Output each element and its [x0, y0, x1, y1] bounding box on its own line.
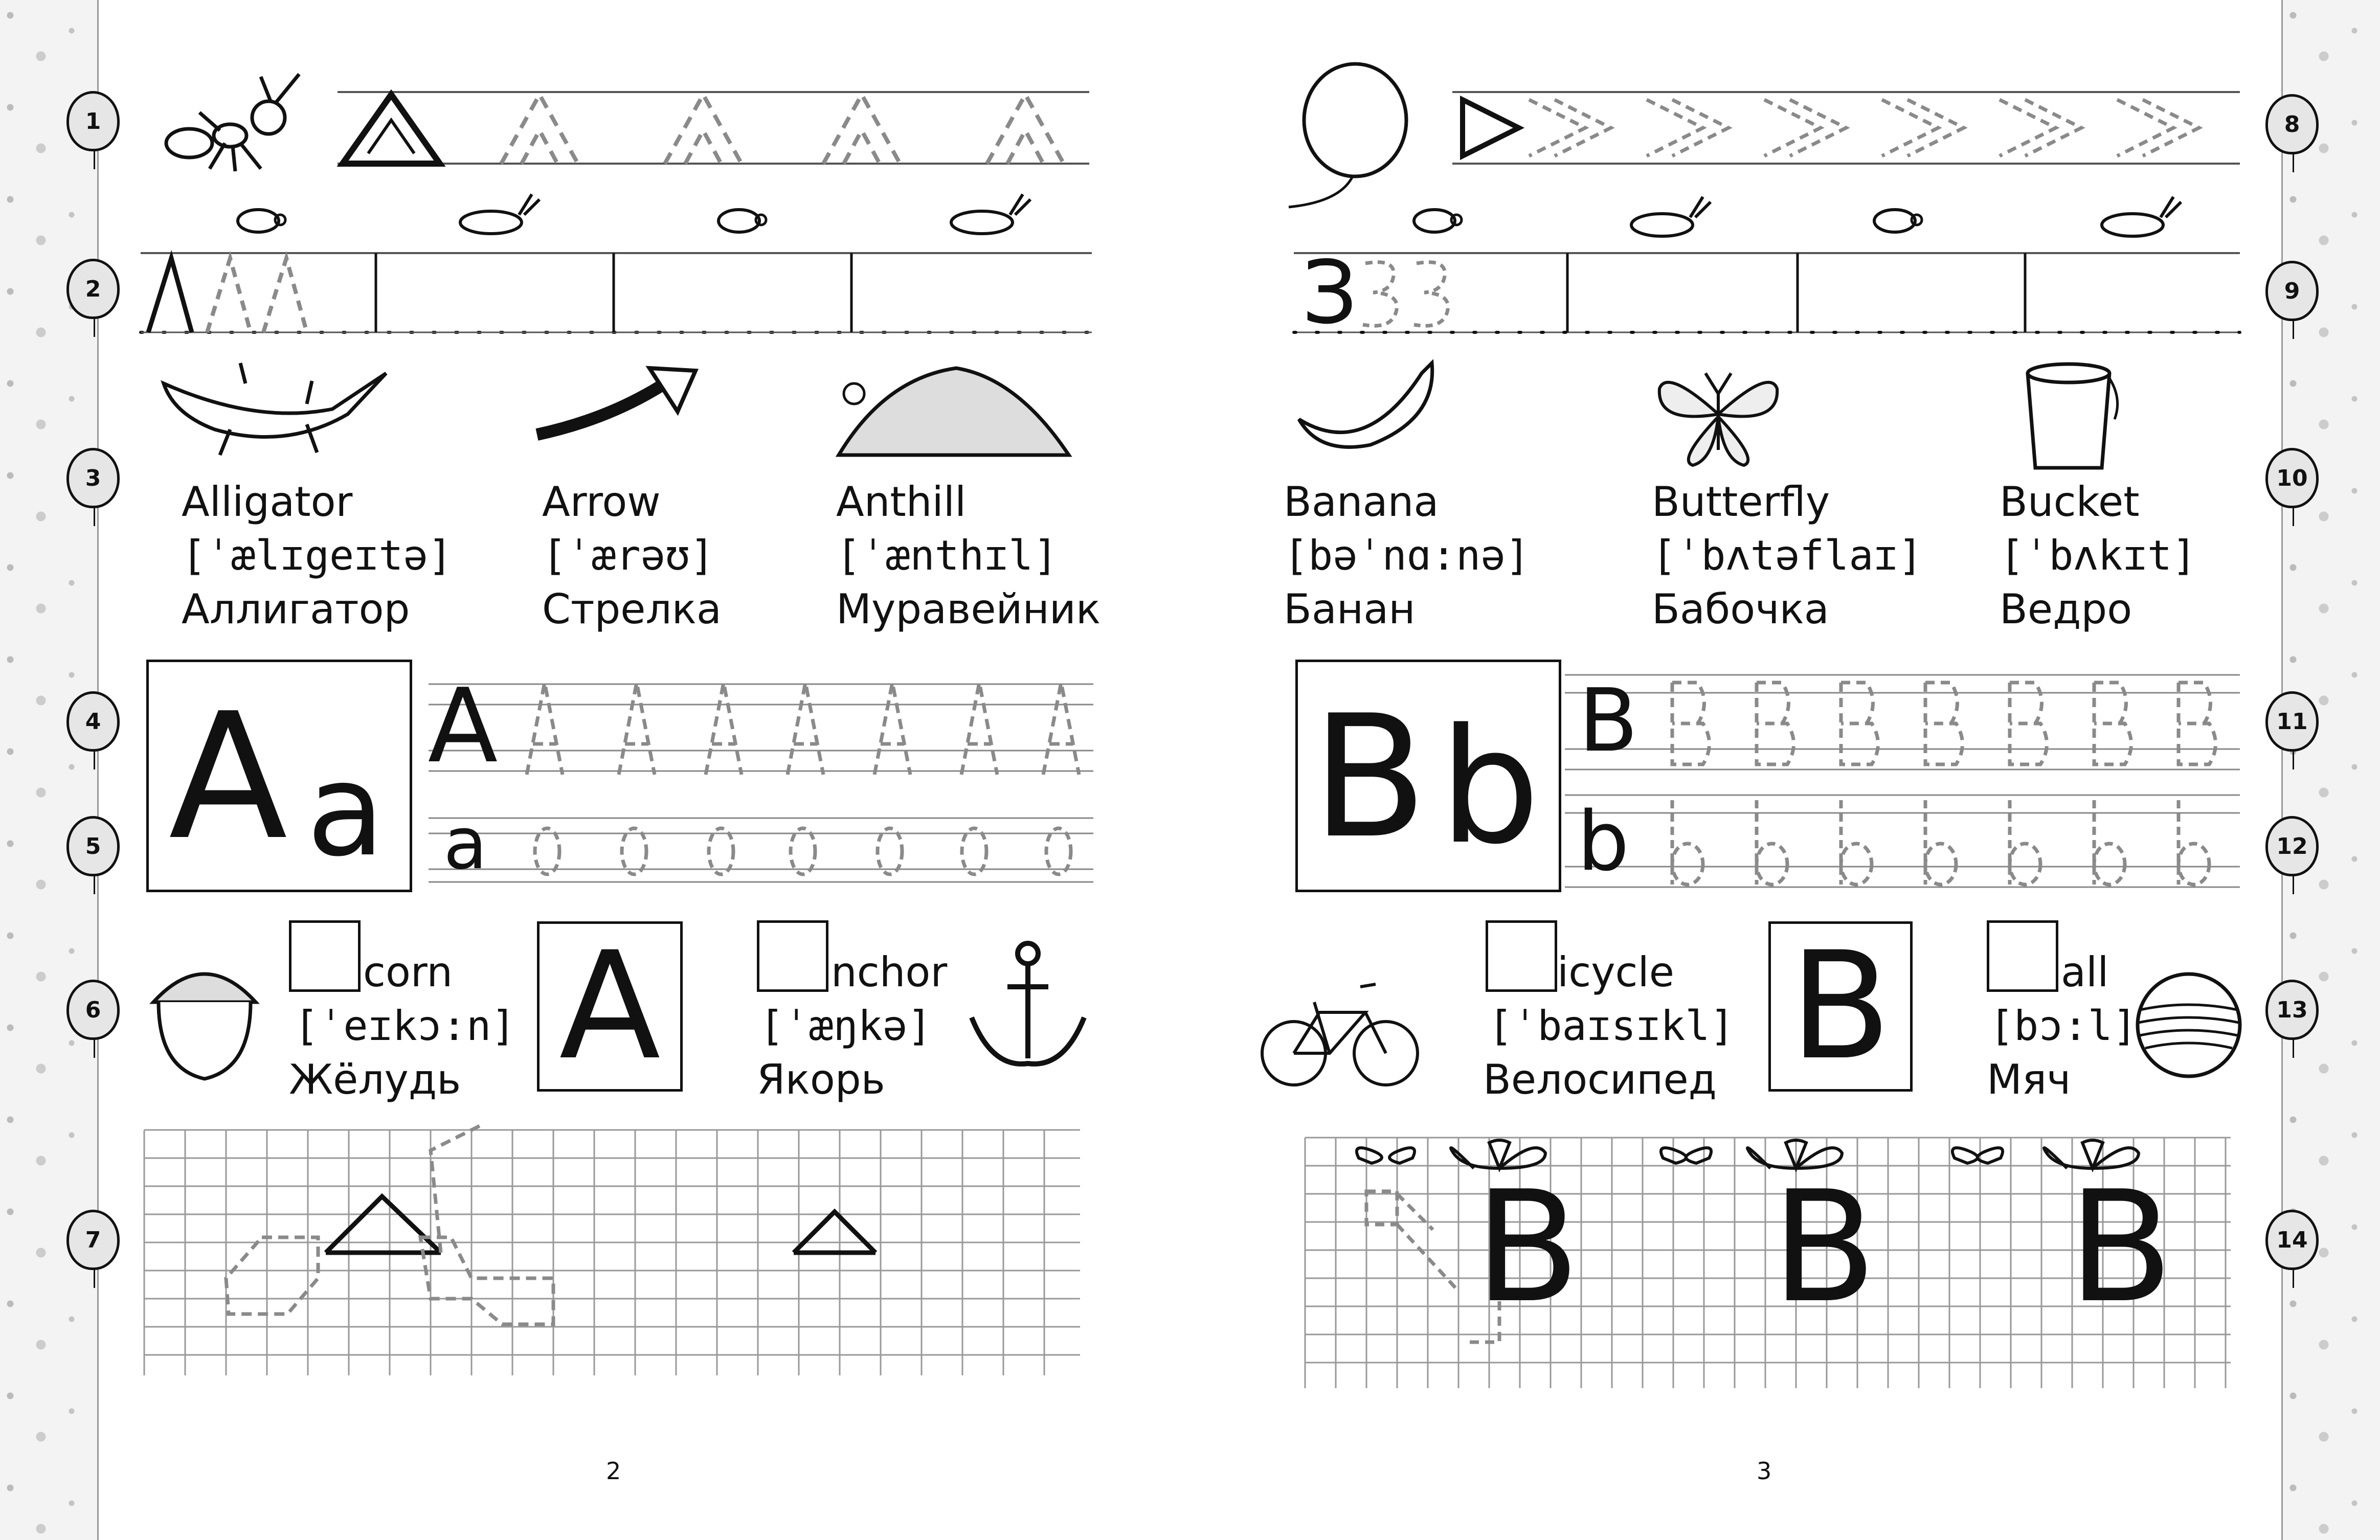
fill-letter-box[interactable] [757, 920, 828, 992]
vocab-word-en: Butterfly [1652, 478, 1830, 526]
fill-word-rest: icycle [1557, 948, 1674, 996]
row-number-balloon: 12 [2265, 816, 2319, 876]
practice-letter-lower: a [443, 802, 487, 886]
bicycle-icon [1258, 956, 1422, 1089]
butterfly-icon [1652, 358, 1785, 470]
ant-icon [159, 66, 322, 174]
row-number-balloon: 8 [2265, 94, 2319, 154]
fill-word-ipa: [ˈæŋkə] [759, 1002, 932, 1050]
center-letter: B [1789, 920, 1892, 1093]
letter-upper: A [168, 676, 288, 878]
ball-icon [2132, 969, 2245, 1081]
turtle-icon [230, 205, 286, 235]
arrow-icon [532, 363, 701, 455]
banana-icon [1289, 358, 1442, 455]
alligator-icon [153, 353, 394, 460]
turtle-icon [711, 205, 767, 235]
fill-letter-box[interactable] [289, 920, 361, 992]
vocab-word-en: Alligator [182, 478, 353, 526]
vocab-word-ru: Муравейник [836, 585, 1101, 633]
row-number-balloon: 4 [66, 691, 120, 752]
center-letter-box [1768, 921, 1913, 1092]
rabbit-icon [946, 192, 1033, 238]
row-number-balloon: 7 [66, 1210, 120, 1270]
triangle-trace-row [1452, 89, 2240, 166]
vocab-word-ipa: [ˈælɪgeɪtə] [182, 532, 453, 579]
fill-letter-box[interactable] [1987, 920, 2058, 992]
dashed-letters-lower [532, 823, 1094, 879]
vocab-word-ipa: [ˈænthɪl] [836, 532, 1058, 579]
row-number-balloon: 6 [66, 980, 120, 1040]
fill-word-ipa: [bɔ:l] [1989, 1002, 2137, 1050]
practice-letter-upper: B [1578, 670, 1638, 772]
row-number-balloon: 3 [66, 448, 120, 508]
letter-demo-box [146, 660, 412, 892]
rabbit-icon [455, 192, 542, 238]
row-number-balloon: 9 [2265, 261, 2319, 321]
vocab-word-ru: Ведро [2000, 585, 2132, 633]
vocab-word-ipa: [ˈærəʊ] [542, 532, 715, 579]
row-number-balloon: 13 [2265, 980, 2319, 1040]
vocab-word-en: Bucket [2000, 478, 2140, 526]
rabbit-icon [1626, 194, 1713, 240]
anthill-icon [823, 358, 1079, 465]
row-number-balloon: 10 [2265, 448, 2319, 508]
row-number-balloon: 2 [66, 259, 120, 319]
row-number-balloon: 1 [66, 91, 120, 151]
vocab-word-ru: Стрелка [542, 585, 722, 633]
row-number-balloon: 5 [66, 816, 120, 876]
vocab-word-ru: Аллигатор [182, 585, 410, 633]
fill-word-ipa: [ˈeɪkɔ:n] [294, 1002, 516, 1050]
dashed-ze-letters [1355, 256, 1468, 332]
center-letter-box [537, 921, 683, 1092]
vocab-word-ru: Бабочка [1652, 585, 1829, 633]
fill-word-ru: Жёлудь [289, 1056, 461, 1103]
fill-word-rest: all [2061, 948, 2109, 996]
practice-letter-upper: A [428, 666, 498, 786]
rabbit-icon [2097, 194, 2184, 240]
balloon-icon [1278, 59, 1432, 212]
fill-word-ru: Якорь [757, 1056, 885, 1103]
grid-letter: B [1475, 1158, 1580, 1337]
fill-word-ipa: [ˈbaɪsɪkl] [1488, 1002, 1735, 1050]
turtle-icon [1867, 205, 1923, 235]
bucket-icon [2020, 358, 2122, 475]
page-number-right: 3 [1757, 1457, 1772, 1485]
dashed-letters-lower [1667, 798, 2235, 890]
dashed-letters-upper [1667, 680, 2235, 767]
row-number-balloon: 14 [2265, 1210, 2319, 1270]
fill-word-rest: corn [363, 948, 453, 996]
letter-upper: B [1311, 679, 1428, 875]
vocab-word-en: Anthill [836, 478, 967, 526]
dotted-trace-row [141, 248, 1092, 337]
vocab-word-ru: Банан [1284, 585, 1416, 633]
dashed-letters-upper [522, 680, 1094, 777]
anchor-icon [961, 941, 1094, 1074]
practice-letter-lower: b [1577, 793, 1629, 889]
vocab-word-ipa: [bəˈnɑ:nə] [1284, 532, 1530, 579]
letter-demo-box [1295, 660, 1561, 892]
trace-start-letter: З [1301, 242, 1358, 344]
vocab-word-en: Banana [1284, 478, 1439, 526]
center-letter: A [559, 920, 661, 1093]
fill-word-ru: Мяч [1987, 1056, 2071, 1103]
grid-drawing-area [144, 1130, 1080, 1375]
row-number-balloon: 11 [2265, 691, 2319, 752]
vocab-word-ipa: [ˈbʌkɪt] [2000, 532, 2197, 579]
grid-letter: B [1771, 1158, 1877, 1337]
vocab-word-ipa: [ˈbʌtəflaɪ] [1652, 532, 1923, 579]
grid-letter: B [2068, 1158, 2173, 1337]
right-doodle-border [2281, 0, 2380, 1540]
fill-word-ru: Велосипед [1483, 1056, 1717, 1103]
page-number-left: 2 [606, 1457, 621, 1485]
letter-lower: a [306, 736, 385, 885]
turtle-icon [1406, 205, 1463, 235]
vocab-word-en: Arrow [542, 478, 661, 526]
fill-word-rest: nchor [831, 948, 948, 996]
acorn-icon [143, 951, 266, 1084]
zigzag-trace-row [338, 87, 1089, 174]
left-doodle-border [0, 0, 99, 1540]
fill-letter-box[interactable] [1486, 920, 1557, 992]
letter-lower: b [1439, 695, 1540, 879]
